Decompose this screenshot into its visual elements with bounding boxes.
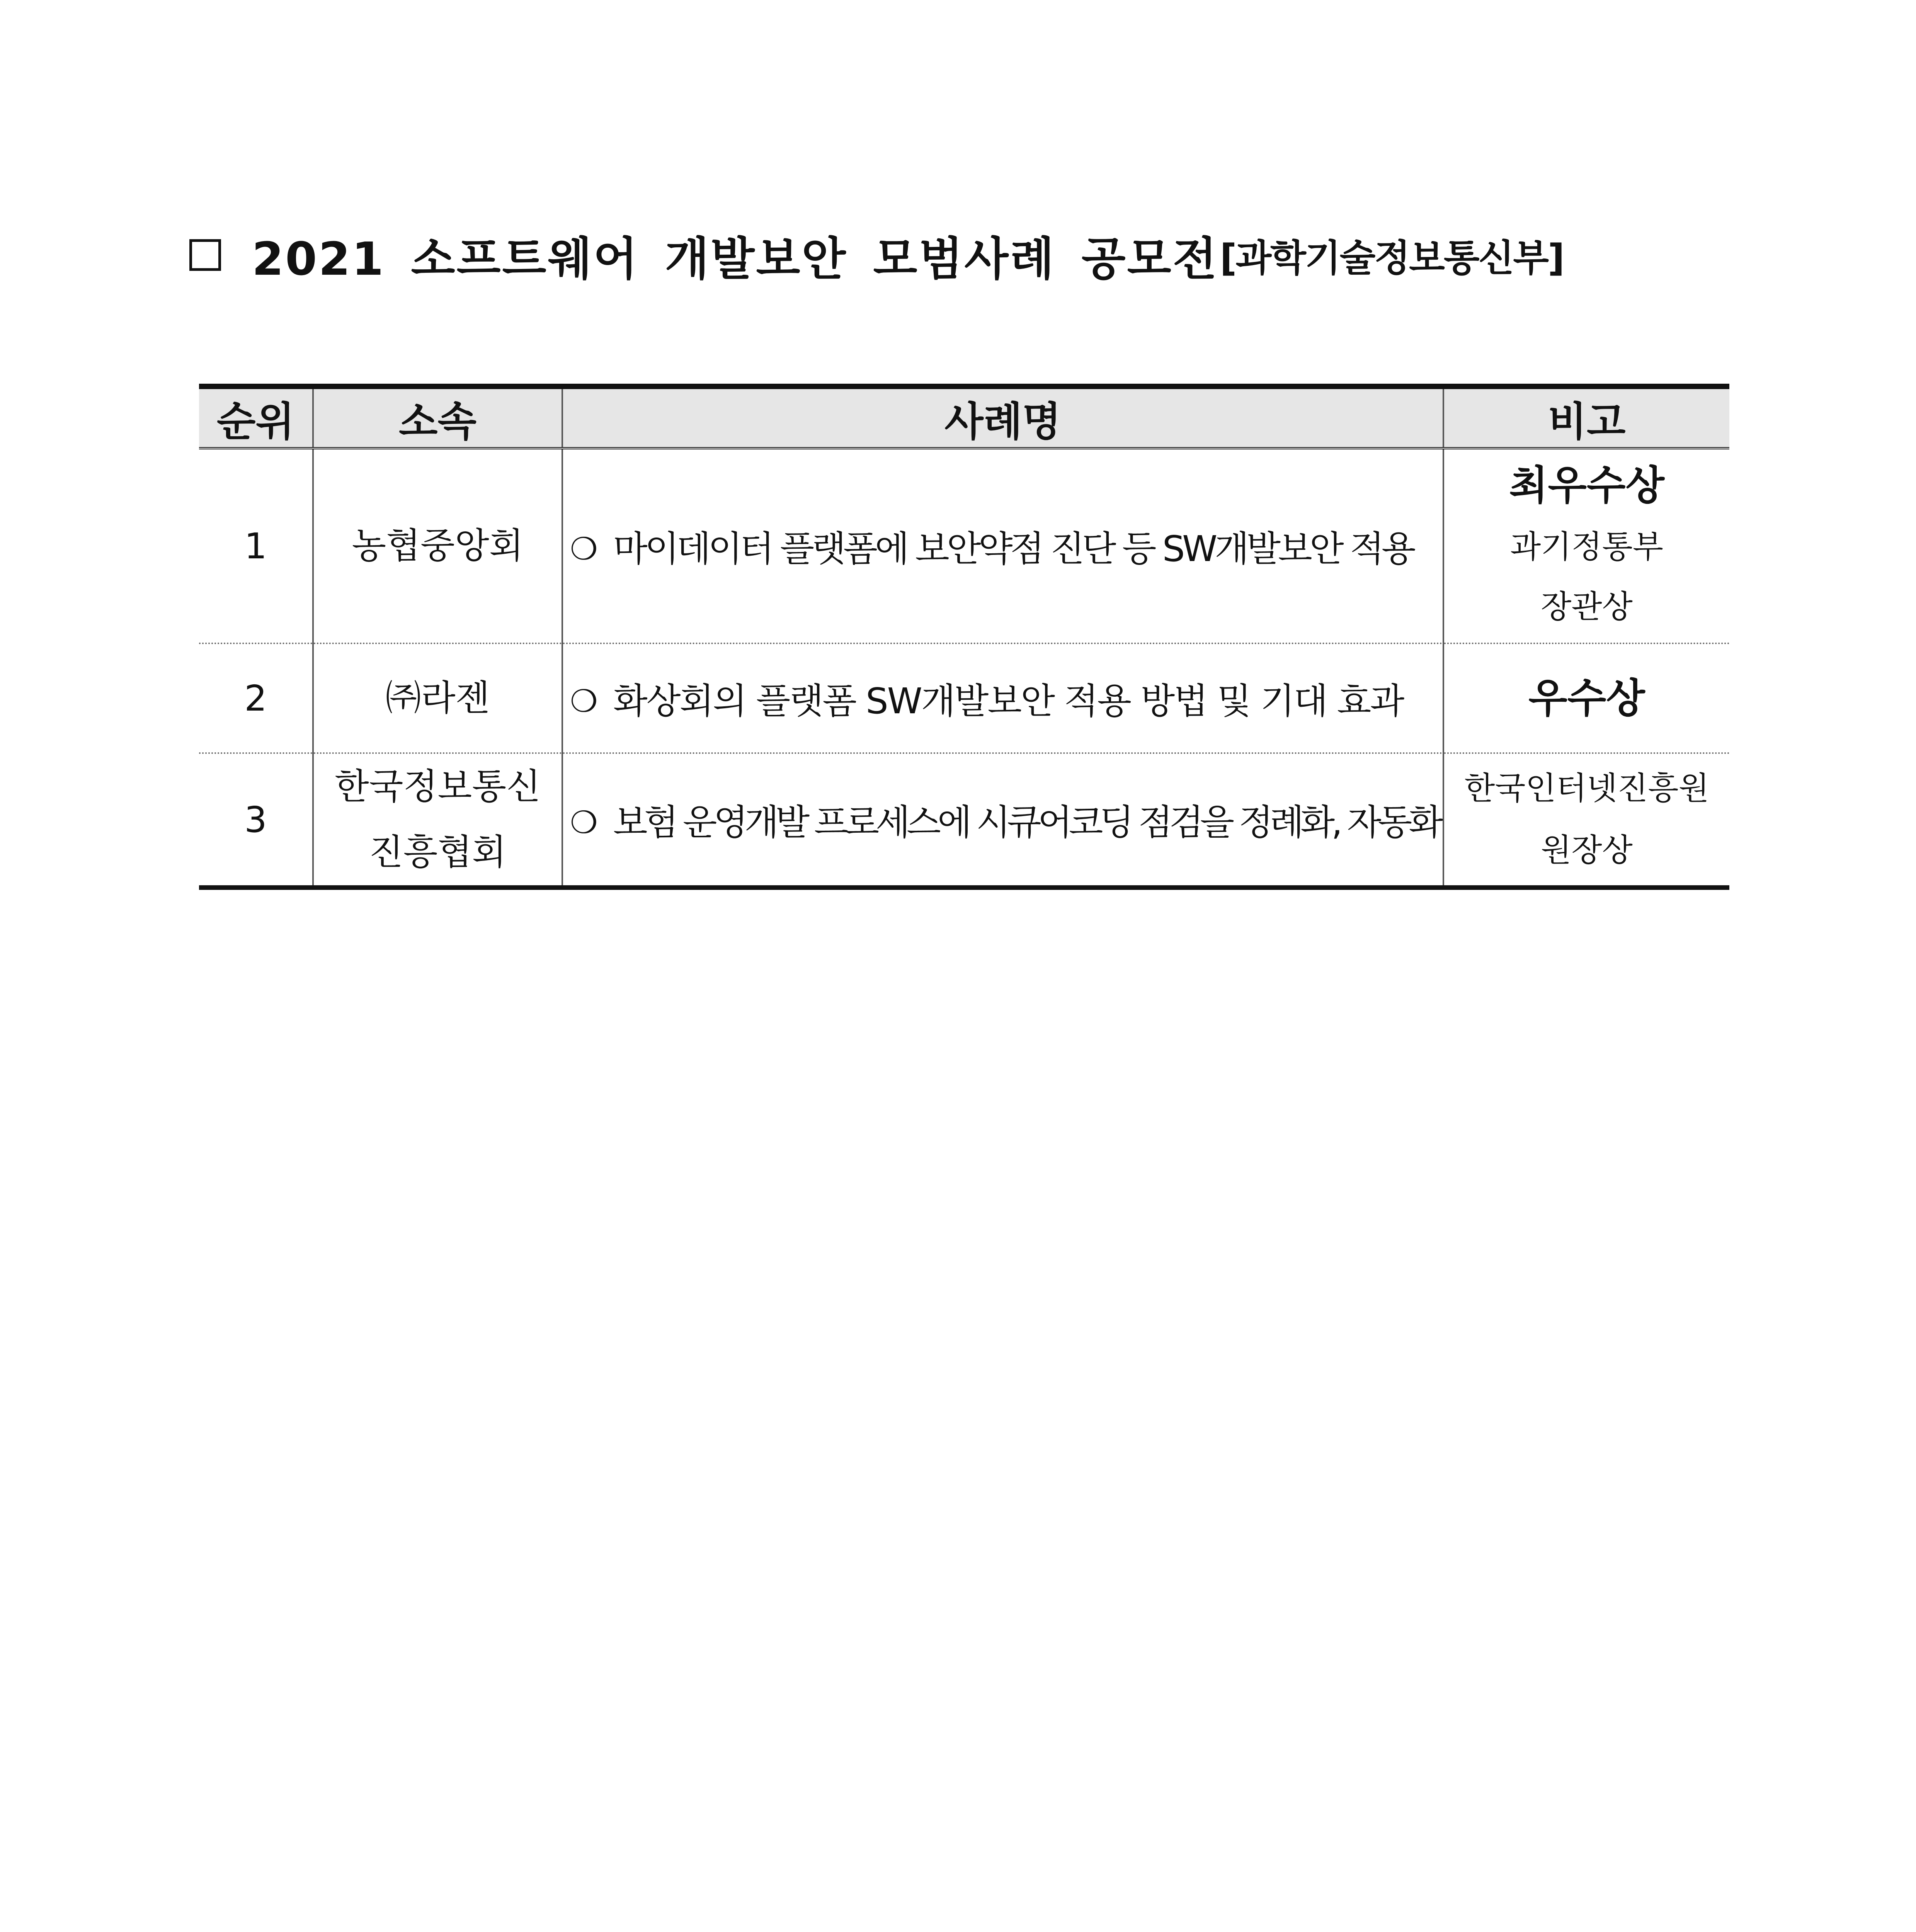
remarks-cell <box>1443 643 1729 753</box>
grantor-line: 한국인터넷진흥원 <box>1464 770 1709 807</box>
affiliation-line: 한국정보통신 <box>334 766 541 807</box>
affiliation-cell <box>313 448 562 643</box>
grantor-line: 원장상 <box>1541 832 1633 869</box>
case-cell <box>562 753 1443 888</box>
circle-bullet-icon: ❍ <box>570 804 598 840</box>
affiliation-cell <box>313 753 562 888</box>
prize-name: 우수상 <box>1528 675 1645 722</box>
rank-cell: 3 <box>199 753 313 888</box>
table-row <box>199 448 1729 643</box>
rank-cell: 2 <box>199 643 313 753</box>
table-row <box>199 753 1729 888</box>
circle-bullet-icon: ❍ <box>570 683 598 719</box>
grantor-line: 장관상 <box>1541 588 1633 625</box>
rank-cell: 1 <box>199 448 313 643</box>
header-rank: 순위 <box>199 386 313 448</box>
case-text: 보험 운영개발 프로세스에 시큐어코딩 점검을 정례화, 자동화 <box>613 802 1440 843</box>
section-heading <box>189 220 1735 290</box>
header-affiliation: 소속 <box>313 386 562 448</box>
heading-ministry: [과학기술정보통신부] <box>1220 236 1564 280</box>
case-text: 마이데이터 플랫폼에 보안약점 진단 등 SW개발보안 적용 <box>613 528 1413 570</box>
prize-name: 최우수상 <box>1509 462 1664 509</box>
grantor-line: 과기정통부 <box>1510 529 1664 565</box>
affiliation-line: 진흥협회 <box>369 832 507 873</box>
table-header-row <box>199 386 1729 448</box>
circle-bullet-icon: ❍ <box>570 531 598 567</box>
case-cell <box>562 448 1443 643</box>
remarks-cell <box>1443 448 1729 643</box>
remarks-cell <box>1443 753 1729 888</box>
header-case-name: 사례명 <box>562 386 1443 448</box>
heading-title: 2021 소프트웨어 개발보안 모범사례 공모전 <box>252 232 1218 286</box>
affiliation-line: ㈜라젠 <box>385 677 490 719</box>
award-table <box>199 384 1729 890</box>
affiliation-cell <box>313 643 562 753</box>
case-cell <box>562 643 1443 753</box>
checkbox-square-icon <box>189 239 221 271</box>
table-row <box>199 643 1729 753</box>
affiliation-line: 농협중앙회 <box>352 525 524 566</box>
case-text: 화상회의 플랫폼 SW개발보안 적용 방법 및 기대 효과 <box>613 680 1404 722</box>
header-remarks: 비고 <box>1443 386 1729 448</box>
